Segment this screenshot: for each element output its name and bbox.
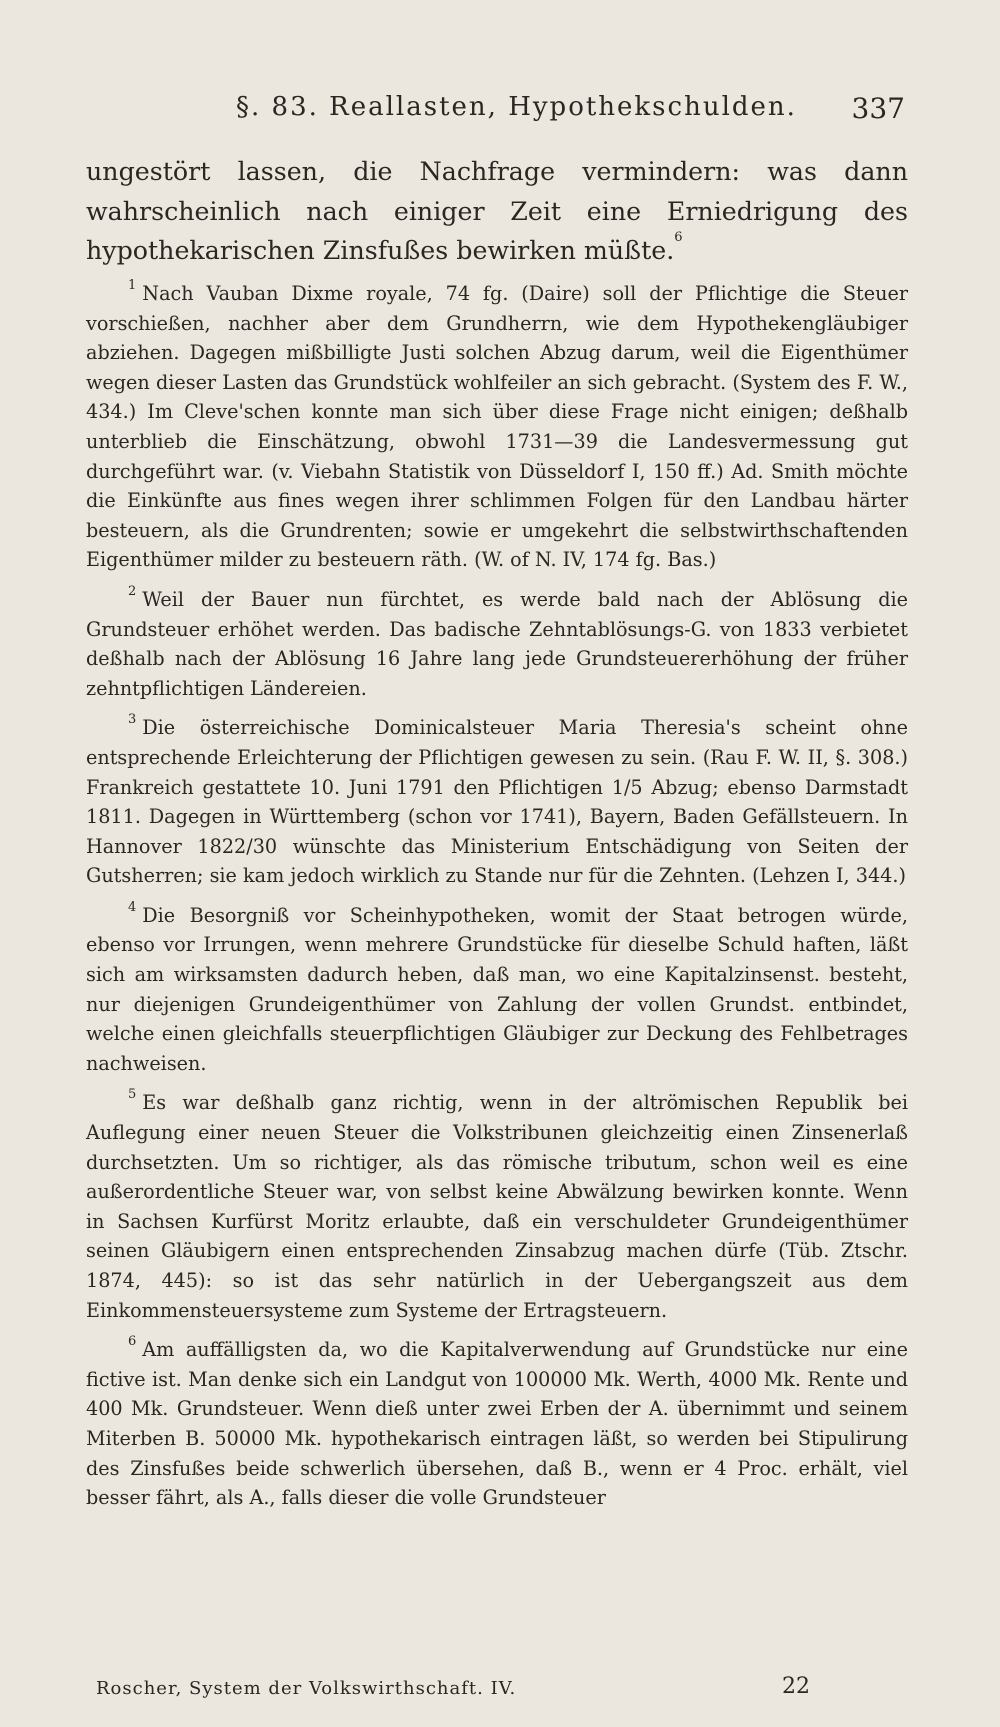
footnote-text: Es war deßhalb ganz richtig, wenn in der altrömischen Republik bei Auflegung einer neuen Steuer die Volkstribunen gleichzeitig einen Zinsenerlaß durchsetzten. Um so richtiger, als das römische tributum, schon weil es eine außerordentliche Steuer war, von selbst keine Abwälzung bewirken konnte. Wenn in Sachsen Kurfürst Moritz erlaubte, daß ein verschuldeter Grundeigenthümer seinen Gläubigern einen entsprechenden Zinsabzug machen dürfe (Tüb. Ztschr. 1874, 445): so ist das sehr natürlich in der Uebergangszeit aus dem Einkommensteuersysteme zum Systeme der Ertragsteuern. — [86, 1091, 908, 1322]
footnote-mark: 2 — [128, 583, 137, 599]
footnote-mark: 1 — [128, 278, 137, 293]
page-footer — [96, 1674, 810, 1708]
footnote-mark: 5 — [128, 1087, 137, 1103]
footnote-reference: 6 — [674, 230, 683, 245]
running-title: §. 83. Reallasten, Hypothekschulden. — [236, 92, 797, 122]
page-header — [86, 92, 905, 132]
main-text-body: ungestört lassen, die Nachfrage vermindern: was dann wahrscheinlich nach einiger Zeit eine Erniedrigung des hypothekarischen Zinsfußes bewirken müßte. — [86, 157, 908, 265]
footnote-text: Weil der Bauer nun fürchtet, es werde bald nach der Ablösung die Grundsteuer erhöhet werden. Das badische Zehntablösungs-G. von 1833 verbietet deßhalb nach der Ablösung 16 Jahre lang jede Grundsteuererhöhung der früher zehntpflichtigen Ländereien. — [86, 587, 908, 700]
footnote — [86, 1335, 908, 1513]
footnote — [86, 585, 908, 703]
footnote-mark: 6 — [128, 1334, 137, 1350]
footnote — [86, 279, 908, 575]
footnote-text: Die österreichische Dominicalsteuer Maria Theresia's scheint ohne entsprechende Erleichterung der Pflichtigen gewesen zu sein. (Rau F. W. II, §. 308.) Frankreich gestattete 10. Juni 1791 den Pflichtigen 1/5 Abzug; ebenso Darmstadt 1811. Dagegen in Württemberg (schon vor 1741), Bayern, Baden Gefällsteuern. In Hannover 1822/30 wünschte das Ministerium Entschädigung von Seiten der Gutsherren; sie kam jedoch wirklich zu Stande nur für die Zehnten. (Lehzen I, 344.) — [86, 716, 908, 888]
footnote — [86, 901, 908, 1079]
main-text — [86, 152, 908, 271]
footnote — [86, 1088, 908, 1325]
signature-line: Roscher, System der Volkswirthschaft. IV. — [96, 1678, 517, 1699]
footnote-text: Die Besorgniß vor Scheinhypotheken, womit der Staat betrogen würde, ebenso vor Irrungen, wenn mehrere Grundstücke für dieselbe Schuld haften, läßt sich am wirksamsten dadurch heben, daß man, wo eine Kapitalzinsenst. besteht, nur diejenigen Grundeigenthümer von Zahlung der vollen Grundst. entbindet, welche einen gleichfalls steuerpflichtigen Gläubiger zur Deckung des Fehlbetrages nachweisen. — [86, 903, 908, 1075]
sheet-number: 22 — [782, 1674, 810, 1699]
page-number: 337 — [851, 92, 905, 125]
footnote-mark: 3 — [128, 712, 137, 728]
footnote-text: Nach Vauban Dixme royale, 74 fg. (Daire) soll der Pflichtige die Steuer vorschießen, nachher aber dem Grundherrn, wie dem Hypothekengläubiger abziehen. Dagegen mißbilligte Justi solchen Abzug darum, weil die Eigenthümer wegen dieser Lasten das Grundstück wohlfeiler an sich gebracht. (System des F. W., 434.) Im Cleve'schen konnte man sich über diese Frage nicht einigen; deßhalb unterblieb die Einschätzung, obwohl 1731—39 die Landesvermessung gut durchgeführt war. (v. Viebahn Statistik von Düsseldorf I, 150 ff.) Ad. Smith möchte die Einkünfte aus fines wegen ihrer schlimmen Folgen für den Landbau härter besteuern, als die Grundrenten; sowie er umgekehrt die selbstwirthschaftenden Eigenthümer milder zu besteuern räth. (W. of N. IV, 174 fg. Bas.) — [86, 282, 908, 572]
footnote-mark: 4 — [128, 899, 137, 915]
footnote — [86, 713, 908, 891]
footnote-text: Am auffälligsten da, wo die Kapitalverwendung auf Grundstücke nur eine fictive ist. Man denke sich ein Landgut von 100000 Mk. Werth, 4000 Mk. Rente und 400 Mk. Grundsteuer. Wenn dieß unter zwei Erben der A. übernimmt und seinem Miterben B. 50000 Mk. hypothekarisch eintragen läßt, so werden bei Stipulirung des Zinsfußes beide schwerlich übersehen, daß B., wenn er 4 Proc. erhält, viel besser fährt, als A., falls dieser die volle Grundsteuer — [86, 1338, 908, 1510]
footnotes — [86, 279, 908, 1523]
